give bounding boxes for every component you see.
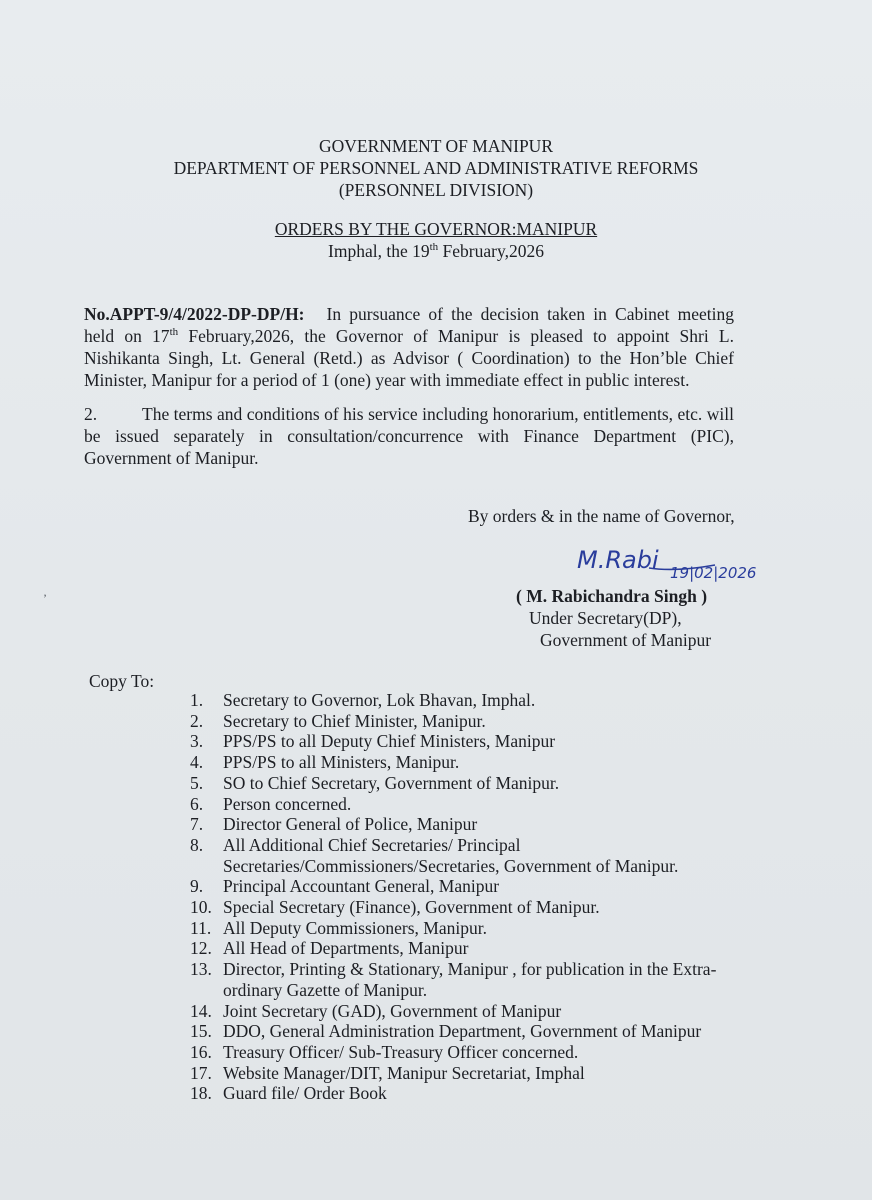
list-item-number: 11. [190, 917, 212, 938]
copy-to-list [190, 690, 750, 1104]
list-item [190, 1063, 750, 1084]
list-item-text: Director General of Police, Manipur [223, 814, 478, 835]
list-item-number: 5. [190, 772, 204, 793]
list-item [190, 752, 750, 773]
signatory-organization: Government of Manipur [540, 630, 712, 650]
signatory-block [516, 585, 711, 651]
paragraph-1-text-b: February,2026, the Governor of Manipur is pleased to appoint Shri L. Nishikanta Singh, Lt. General (Retd.) as Advisor ( Coordination) to the Hon’ble Chief Minister, Manipur for a period of 1 (one) year with immediate effect in public interest. [84, 326, 734, 390]
list-item-text: Director, Printing & Stationary, Manipur , for publication in the Extra-ordinary Gazette of Manipur. [223, 959, 717, 1000]
list-item [190, 835, 750, 876]
list-item-text: Person concerned. [223, 793, 352, 814]
list-item-number: 12. [190, 938, 212, 959]
orders-heading [0, 218, 872, 262]
list-item-number: 4. [190, 752, 204, 773]
order-date-rest: February,2026 [438, 241, 544, 261]
signatory-designation: Under Secretary(DP), [529, 608, 682, 628]
list-item-text: All Head of Departments, Manipur [223, 938, 469, 959]
paragraph-2-number: 2. [84, 404, 98, 424]
list-item [190, 959, 750, 1000]
by-orders-line: By orders & in the name of Governor, [468, 506, 735, 526]
list-item-number: 3. [190, 731, 204, 752]
list-item-text: Website Manager/DIT, Manipur Secretariat, Imphal [223, 1062, 585, 1083]
order-date-prefix: Imphal, the 19 [328, 241, 430, 261]
list-item-text: All Deputy Commissioners, Manipur. [223, 917, 487, 938]
list-item [190, 731, 750, 752]
list-item [190, 814, 750, 835]
list-item [190, 711, 750, 732]
paragraph-1 [84, 303, 734, 391]
letterhead [0, 135, 872, 201]
paragraph-2 [84, 403, 734, 469]
paragraph-1-text-a: In pursuance of the decision taken in Cabinet meeting held on 17 [84, 304, 734, 346]
signatory-name: ( M. Rabichandra Singh ) [516, 586, 708, 606]
order-date-suffix-sup: th [429, 241, 439, 254]
list-item-text: Secretary to Governor, Lok Bhavan, Imphal. [223, 690, 536, 710]
handwritten-signature [575, 538, 795, 588]
department-name: DEPARTMENT OF PERSONNEL AND ADMINISTRATIVE REFORMS [173, 158, 699, 178]
signature-date: 19|02|2026 [670, 564, 757, 582]
list-item-text: DDO, General Administration Department, Government of Manipur [223, 1021, 702, 1042]
list-item [190, 773, 750, 794]
list-item-text: All Additional Chief Secretaries/ Principal Secretaries/Commissioners/Secretaries, Government of Manipur. [223, 834, 679, 876]
division-name: (PERSONNEL DIVISION) [338, 180, 534, 200]
list-item [190, 794, 750, 815]
list-item-number: 7. [190, 814, 204, 835]
list-item-number: 14. [190, 1000, 212, 1021]
list-item-number: 9. [190, 876, 204, 897]
government-name: GOVERNMENT OF MANIPUR [318, 136, 553, 156]
list-item-text: Joint Secretary (GAD), Government of Manipur [223, 1000, 562, 1021]
list-item-number: 17. [190, 1062, 212, 1083]
list-item-number: 1. [190, 690, 204, 710]
list-item [190, 1083, 750, 1104]
list-item [190, 938, 750, 959]
list-item-text: Secretary to Chief Minister, Manipur. [223, 710, 486, 731]
signature-handwriting: M.Rabi [577, 546, 659, 574]
list-item-text: Treasury Officer/ Sub-Treasury Officer concerned. [223, 1041, 579, 1062]
list-item-text: PPS/PS to all Deputy Chief Ministers, Manipur [223, 731, 556, 752]
list-item-number: 2. [190, 710, 204, 731]
list-item-number: 18. [190, 1083, 212, 1104]
paper-speck: ’ [43, 591, 47, 605]
order-date [0, 240, 872, 262]
list-item-number: 8. [190, 834, 204, 855]
list-item [190, 918, 750, 939]
orders-title: ORDERS BY THE GOVERNOR:MANIPUR [274, 219, 598, 239]
paragraph-2-text: The terms and conditions of his service including honorarium, entitlements, etc. will be issued separately in consultation/concurrence with Finance Department (PIC), Government of Manipur. [84, 404, 734, 468]
list-item-number: 10. [190, 897, 212, 918]
list-item-number: 16. [190, 1041, 212, 1062]
list-item [190, 1021, 750, 1042]
list-item-number: 6. [190, 793, 204, 814]
list-item [190, 1001, 750, 1022]
list-item [190, 1042, 750, 1063]
list-item-text: Guard file/ Order Book [223, 1083, 387, 1104]
paragraph-1-sup: th [169, 326, 179, 339]
copy-to-label: Copy To: [89, 671, 155, 691]
order-number: No.APPT-9/4/2022-DP-DP/H: [84, 304, 305, 324]
list-item-number: 13. [190, 959, 212, 980]
list-item-text: Principal Accountant General, Manipur [223, 876, 500, 897]
list-item [190, 690, 750, 711]
list-item [190, 897, 750, 918]
list-item-text: Special Secretary (Finance), Government of Manipur. [223, 897, 600, 918]
list-item-text: SO to Chief Secretary, Government of Manipur. [223, 772, 560, 793]
list-item [190, 876, 750, 897]
list-item-text: PPS/PS to all Ministers, Manipur. [223, 752, 460, 773]
list-item-number: 15. [190, 1021, 212, 1042]
